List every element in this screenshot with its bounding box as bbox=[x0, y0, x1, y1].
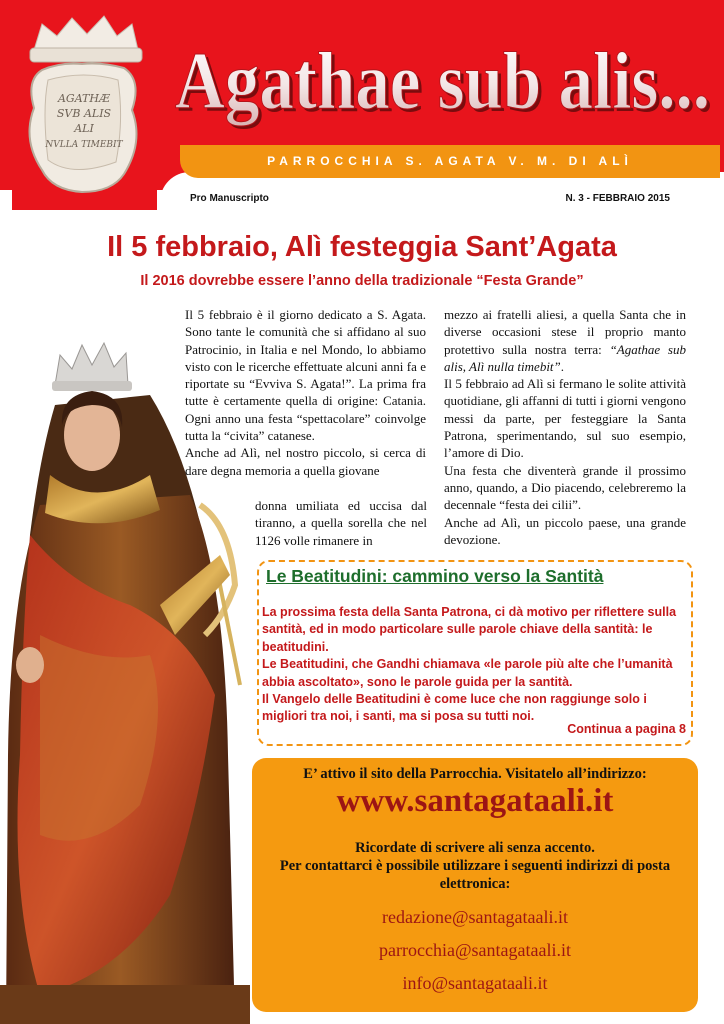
masthead-title bbox=[165, 30, 720, 140]
article-col1-paragraph-2: Anche ad Alì, nel nostro piccolo, si cerca di dare degna memoria a quella giovane bbox=[185, 445, 426, 478]
article-col1-paragraph-1: Il 5 febbraio è il giorno dedicato a S. Agata. Sono tante le comunità che si affidano al suo Patrocinio, in Italia e nel Mondo, lo abbiamo visto con le ricerche effettuate alcuni anni fa e riportate su “Evviva S. Agata!”. La prima fra tutte è certamente quella di origine: Catania. Ogni anno una festa “spettacolare” coinvolge tutta la “civita” catanese. bbox=[185, 307, 426, 444]
continue-page-link[interactable]: Continua a pagina 8 bbox=[567, 722, 686, 736]
website-note bbox=[252, 839, 698, 893]
beatitudes-title: Le Beatitudini: cammino verso la Santità bbox=[266, 566, 604, 586]
email-info-link[interactable]: info@santagataali.it bbox=[402, 973, 548, 993]
logo-line-2: SVB ALIS bbox=[56, 107, 112, 120]
website-note-accent: Ricordate di scrivere ali senza accento. bbox=[355, 840, 595, 856]
masthead-text: Agathae sub alis... bbox=[175, 35, 710, 126]
website-note-contact: Per contattarci è possibile utilizzare i seguenti indirizzi di posta elettronica: bbox=[279, 858, 671, 892]
logo-line-1: AGATHÆ bbox=[57, 92, 111, 105]
beatitudes-line-1: La prossima festa della Santa Patrona, ci dà motivo per riflettere sulla santità, ed in modo particolare sulle parole chiave della santità: le beatitudini. bbox=[262, 605, 677, 654]
article-column-1 bbox=[185, 306, 426, 479]
article-subheadline: Il 2016 dovrebbe essere l’anno della tradizionale “Festa Grande” bbox=[140, 273, 584, 289]
website-intro: E’ attivo il sito della Parrocchia. Visitatelo all’indirizzo: bbox=[303, 766, 647, 782]
parish-name-bar: PARROCCHIA S. AGATA V. M. DI ALÌ bbox=[180, 145, 720, 178]
article-col2-paragraph-1: mezzo ai fratelli aliesi, a quella Santa che in diverse occasioni stese il proprio manto protettivo sulla nostra terra: “Agathae sub alis, Alì nulla timebit”. bbox=[444, 307, 686, 374]
article-col2-paragraph-3: Una festa che diventerà grande il prossimo anno, quando, a Dio piacendo, celebreremo la decennale “festa dei cilii”. bbox=[444, 462, 686, 513]
article-column-2 bbox=[444, 306, 686, 548]
issue-label: N. 3 - FEBBRAIO 2015 bbox=[565, 193, 670, 204]
email-parrocchia-link[interactable]: parrocchia@santagataali.it bbox=[379, 940, 571, 960]
article-headline: Il 5 febbraio, Alì festeggia Sant’Agata bbox=[107, 231, 617, 263]
beatitudes-line-3: Il Vangelo delle Beatitudini è come luce che non raggiunge solo i migliori tra noi, i santi, ma si posa su tutti noi. bbox=[262, 692, 647, 724]
logo-line-3: ALI bbox=[74, 122, 94, 135]
article-col1-paragraph-3: donna umiliata ed uccisa dal tiranno, a quella sorella che nel 1126 volle rimanere in bbox=[255, 498, 427, 548]
email-redazione-link[interactable]: redazione@santagataali.it bbox=[382, 907, 568, 927]
beatitudes-text bbox=[262, 604, 686, 726]
masthead-shadow: Agathae sub alis... bbox=[178, 38, 713, 129]
motto-quote: “Agathae sub alis, Alì nulla timebit” bbox=[444, 341, 686, 374]
article-col2-paragraph-2: Il 5 febbraio ad Alì si fermano le solite attività quotidiane, gli affanni di tutti i giorni vengono messi da parte, per festeggiare la Santa Patrona, sperimentando, sul suo esempio, l’amore di Dio. bbox=[444, 376, 686, 461]
website-url-link[interactable]: www.santagataali.it bbox=[336, 783, 614, 819]
article-column-1-continued bbox=[255, 497, 427, 549]
article-col2-paragraph-4: Anche ad Alì, un piccolo paese, una grande devozione. bbox=[444, 514, 686, 547]
pro-manuscripto-label: Pro Manuscripto bbox=[190, 193, 269, 204]
parish-crest-logo bbox=[12, 10, 157, 210]
logo-line-4: NVLLA TIMEBIT bbox=[45, 140, 123, 150]
beatitudes-line-2: Le Beatitudini, che Gandhi chiamava «le parole più alte che l’umanità abbia ascoltato», sono le parole guida per la santità. bbox=[262, 657, 673, 689]
